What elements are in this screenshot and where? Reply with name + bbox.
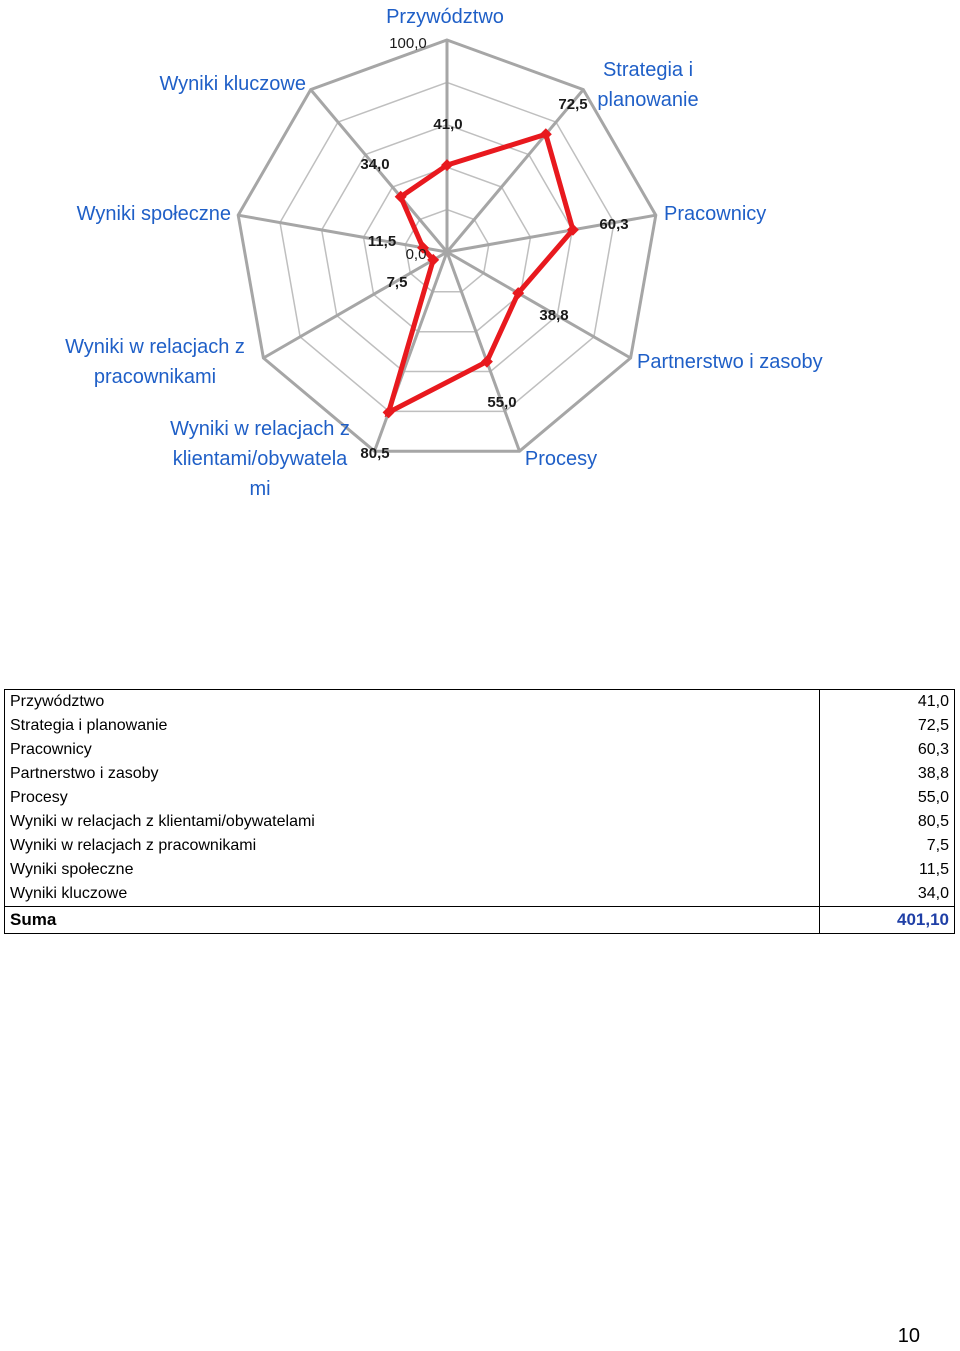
row-value: 7,5 [820,834,955,858]
page-number: 10 [897,1325,920,1347]
row-name: Wyniki w relacjach z pracownikami [5,834,820,858]
series-line [386,134,573,412]
row-value: 11,5 [820,858,955,882]
table-row [5,786,955,810]
row-value: 34,0 [820,882,955,907]
axis-spoke [447,252,520,451]
data-value-label: 60,3 [599,216,629,233]
axis-category-label: Partnerstwo i zasoby [637,351,823,373]
row-value: 55,0 [820,786,955,810]
scale-max-label: 100,0 [389,35,427,52]
axis-category-label: Wyniki w relacjach z [170,418,350,440]
row-value: 38,8 [820,762,955,786]
data-value-label: 55,0 [487,394,517,411]
row-value: 41,0 [820,690,955,715]
row-name: Partnerstwo i zasoby [5,762,820,786]
table-row [5,738,955,762]
axis-category-label: klientami/obywatela [172,448,348,470]
row-value: 72,5 [820,714,955,738]
axis-category-label: Pracownicy [664,203,767,225]
data-value-label: 7,5 [386,274,408,291]
row-name: Strategia i planowanie [5,714,820,738]
row-name: Wyniki kluczowe [5,882,820,907]
axis-category-label: Wyniki społeczne [76,203,231,225]
total-row [5,907,955,934]
axis-category-label: pracownikami [93,366,217,388]
axis-spoke [375,252,448,451]
table-row [5,882,955,907]
total-value: 401,10 [820,907,955,934]
row-value: 60,3 [820,738,955,762]
row-name: Procesy [5,786,820,810]
axis-category-label: Wyniki w relacjach z [65,336,245,358]
table-row [5,858,955,882]
row-name: Pracownicy [5,738,820,762]
axis-category-label: Przywództwo [386,6,504,28]
axis-spoke [447,90,583,252]
row-value: 80,5 [820,810,955,834]
axis-category-label: planowanie [597,89,699,111]
axis-category-label: Wyniki kluczowe [159,73,306,95]
table-row [5,762,955,786]
data-value-label: 11,5 [367,233,397,250]
row-name: Wyniki w relacjach z klientami/obywatelami [5,810,820,834]
row-name: Przywództwo [5,690,820,715]
data-value-label: 34,0 [360,156,390,173]
data-value-label: 80,5 [360,445,390,462]
axis-category-label: Procesy [524,448,598,470]
data-value-label: 41,0 [433,116,463,133]
total-label: Suma [5,907,820,934]
row-name: Wyniki społeczne [5,858,820,882]
radar-chart [0,0,960,560]
data-value-label: 72,5 [558,96,588,113]
axis-category-label: Strategia i [602,59,694,81]
table-row [5,714,955,738]
table-row [5,834,955,858]
score-table [4,689,955,934]
scale-min-label: 0,0 [405,246,427,263]
table-row [5,810,955,834]
table-row [5,690,955,715]
data-value-label: 38,8 [539,307,569,324]
axis-category-label: mi [249,478,271,500]
